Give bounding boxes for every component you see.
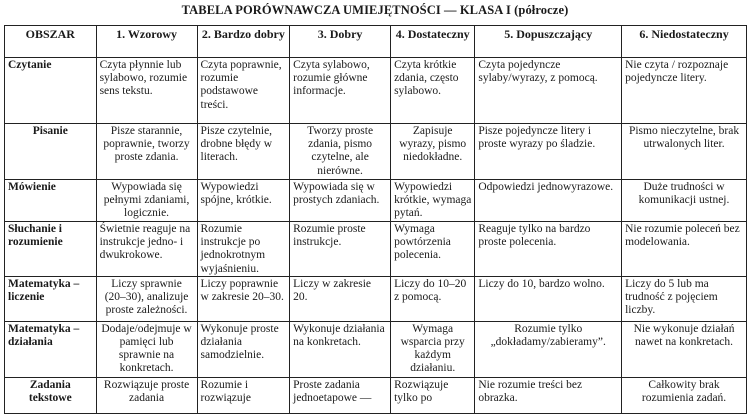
table-cell: Liczy sprawnie (20–30), analizuje proste zależności.: [96, 276, 197, 321]
table-row: [5, 222, 747, 277]
table-cell: Czyta sylabowo, rozumie główne informacje.: [290, 58, 391, 124]
column-header-grade-5: 5. Dopuszczający: [475, 26, 622, 58]
row-area-label: Mówienie: [5, 180, 97, 222]
table-row: [5, 124, 747, 180]
table-cell: Nie rozumie treści bez obrazka.: [475, 377, 622, 413]
table-cell: Liczy do 5 lub ma trudność z pojęciem liczby.: [622, 276, 747, 321]
table-cell: Duże trudności w komunikacji ustnej.: [622, 180, 747, 222]
table-row: [5, 377, 747, 413]
row-area-label: Czytanie: [5, 58, 97, 124]
table-cell: Czyta krótkie zdania, często sylabowo.: [391, 58, 475, 124]
table-cell: Nie czyta / rozpoznaje pojedyncze litery.: [622, 58, 747, 124]
table-cell: Liczy w zakresie 20.: [290, 276, 391, 321]
table-cell: Rozwiązuje tylko po: [391, 377, 475, 413]
table-cell: Wymaga powtórzenia polecenia.: [391, 222, 475, 277]
table-row: [5, 58, 747, 124]
table-cell: Nie rozumie poleceń bez modelowania.: [622, 222, 747, 277]
header-row: [5, 26, 747, 58]
table-cell: Wypowiada się w prostych zdaniach.: [290, 180, 391, 222]
table-row: [5, 276, 747, 321]
table-cell: Reaguje tylko na bardzo proste polecenia.: [475, 222, 622, 277]
table-cell: Wymaga wsparcia przy każdym działaniu.: [391, 321, 475, 377]
column-header-area: OBSZAR: [5, 26, 97, 58]
comparison-table: [4, 25, 747, 414]
table-cell: Rozwiązuje proste zadania: [96, 377, 197, 413]
table-cell: Wykonuje działania na konkretach.: [290, 321, 391, 377]
table-cell: Rozumie proste instrukcje.: [290, 222, 391, 277]
table-cell: Rozumie i rozwiązuje: [197, 377, 290, 413]
table-cell: Odpowiedzi jednowyrazowe.: [475, 180, 622, 222]
table-cell: Liczy do 10–20 z pomocą.: [391, 276, 475, 321]
table-row: [5, 321, 747, 377]
table-row: [5, 180, 747, 222]
table-cell: Pisze czytelnie, drobne błędy w literach.: [197, 124, 290, 180]
table-cell: Nie wykonuje działań nawet na konkretach.: [622, 321, 747, 377]
column-header-grade-4: 4. Dostateczny: [391, 26, 475, 58]
table-cell: Pisze starannie, poprawnie, tworzy proste zdania.: [96, 124, 197, 180]
table-cell: Czyta poprawnie, rozumie podstawowe treści.: [197, 58, 290, 124]
table-cell: Rozumie instrukcje po jednokrotnym wyjaśnieniu.: [197, 222, 290, 277]
table-cell: Zapisuje wyrazy, pismo niedokładne.: [391, 124, 475, 180]
column-header-grade-3: 3. Dobry: [290, 26, 391, 58]
table-cell: Liczy poprawnie w zakresie 20–30.: [197, 276, 290, 321]
column-header-grade-2: 2. Bardzo dobry: [197, 26, 290, 58]
table-cell: Dodaje/odejmuje w pamięci lub sprawnie na konkretach.: [96, 321, 197, 377]
table-cell: Wypowiada się pełnymi zdaniami, logicznie.: [96, 180, 197, 222]
table-cell: Rozumie tylko „dokładamy/zabieramy”.: [475, 321, 622, 377]
column-header-grade-1: 1. Wzorowy: [96, 26, 197, 58]
document-title: TABELA PORÓWNAWCZA UMIEJĘTNOŚCI — KLASA I (półrocze): [181, 3, 569, 17]
row-area-label: Matematyka – działania: [5, 321, 97, 377]
table-cell: Wypowiedzi krótkie, wymaga pytań.: [391, 180, 475, 222]
table-cell: Wykonuje proste działania samodzielnie.: [197, 321, 290, 377]
row-area-label: Zadania tekstowe: [5, 377, 97, 413]
row-area-label: Matematyka – liczenie: [5, 276, 97, 321]
table-cell: Czyta pojedyncze sylaby/wyrazy, z pomocą.: [475, 58, 622, 124]
table-cell: Czyta płynnie lub sylabowo, rozumie sens tekstu.: [96, 58, 197, 124]
row-area-label: Słuchanie i rozumienie: [5, 222, 97, 277]
table-cell: Całkowity brak rozumienia zadań.: [622, 377, 747, 413]
table-cell: Pisze pojedyncze litery i proste wyrazy po śladzie.: [475, 124, 622, 180]
table-cell: Świetnie reaguje na instrukcje jedno- i dwukrokowe.: [96, 222, 197, 277]
table-cell: Pismo nieczytelne, brak utrwalonych liter.: [622, 124, 747, 180]
table-cell: Tworzy proste zdania, pismo czytelne, ale nierówne.: [290, 124, 391, 180]
table-cell: Wypowiedzi spójne, krótkie.: [197, 180, 290, 222]
column-header-grade-6: 6. Niedostateczny: [622, 26, 747, 58]
table-cell: Proste zadania jednoetapowe —: [290, 377, 391, 413]
row-area-label: Pisanie: [5, 124, 97, 180]
table-cell: Liczy do 10, bardzo wolno.: [475, 276, 622, 321]
